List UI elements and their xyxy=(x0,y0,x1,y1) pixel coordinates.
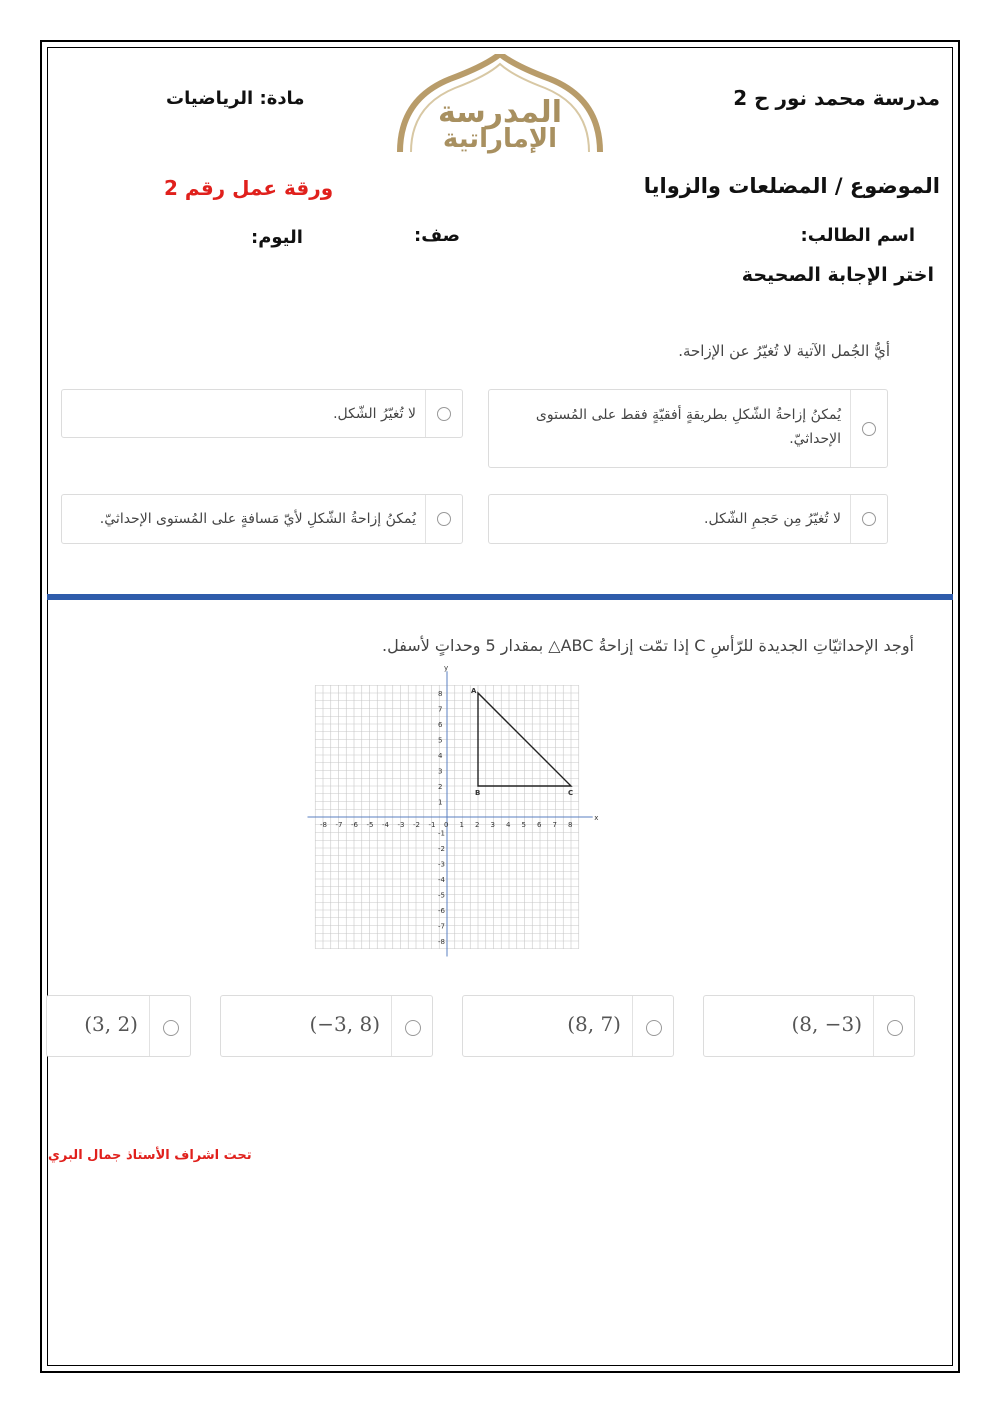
question-2-text: أوجد الإحداثيّاتِ الجديدة للرّأسِ C إذا تمّت إزاحةُ ABC△ بمقدار 5 وحداتٍ لأسفل. xyxy=(382,636,914,655)
option-value: (3, 2) xyxy=(84,1012,138,1036)
option-text: يُمكنُ إزاحةُ الشّكلِ بطريقةٍ أفقيّةٍ فقط على المُستوى الإحداثيّ. xyxy=(535,407,841,447)
y-tick-label: -2 xyxy=(438,845,445,853)
y-tick-label: 2 xyxy=(438,783,443,791)
logo-text-line2: الإماراتية xyxy=(442,124,558,154)
section-divider xyxy=(47,594,953,600)
school-logo xyxy=(395,54,605,154)
radio-button[interactable] xyxy=(405,1020,421,1036)
y-axis-label: y xyxy=(444,663,449,672)
x-tick-label: -2 xyxy=(413,821,420,829)
y-tick-label: -5 xyxy=(438,891,445,900)
y-tick-label: 5 xyxy=(438,736,443,745)
q1-option-3[interactable] xyxy=(488,494,888,544)
x-tick-label: 3 xyxy=(490,821,495,829)
coordinate-plane xyxy=(300,662,600,962)
radio-button[interactable] xyxy=(646,1020,662,1036)
option-value: (8, −3) xyxy=(791,1012,862,1036)
supervisor-note: تحت اشراف الأستاذ جمال البري xyxy=(48,1148,252,1163)
q2-option-3[interactable] xyxy=(462,995,674,1057)
x-tick-label: -7 xyxy=(335,821,343,829)
x-tick-label: 1 xyxy=(459,821,464,829)
y-tick-label: -7 xyxy=(438,922,445,931)
q1-option-2[interactable] xyxy=(61,389,463,438)
y-tick-label: -8 xyxy=(438,938,445,946)
x-tick-label: 5 xyxy=(521,821,526,829)
coordinate-graph xyxy=(300,662,600,962)
q1-option-4[interactable] xyxy=(61,494,463,544)
question-1-text: أيُّ الجُمل الآتية لا تُغيّرُ عن الإزاحة. xyxy=(678,342,890,360)
class-label: صف: xyxy=(414,225,461,246)
q2-option-2[interactable] xyxy=(220,995,433,1057)
y-tick-label: -1 xyxy=(438,829,445,838)
vertex-label-c: C xyxy=(568,789,574,797)
y-tick-label: -4 xyxy=(438,876,445,884)
y-tick-label: 4 xyxy=(438,752,443,760)
x-tick-label: -4 xyxy=(382,821,389,829)
x-tick-label: 8 xyxy=(568,821,573,829)
option-value: (−3, 8) xyxy=(309,1012,380,1036)
radio-button[interactable] xyxy=(437,407,451,421)
y-tick-label: -6 xyxy=(438,907,445,915)
option-text: يُمكنُ إزاحةُ الشّكلِ لأيّ مَسافةٍ على المُستوى الإحداثيّ. xyxy=(99,511,416,527)
subject-label: مادة: الرياضيات xyxy=(166,88,305,109)
y-tick-label: 6 xyxy=(438,721,443,729)
radio-button[interactable] xyxy=(887,1020,903,1036)
day-label: اليوم: xyxy=(251,227,303,248)
q2-option-1[interactable] xyxy=(46,995,191,1057)
vertex-label-a: A xyxy=(471,687,477,695)
x-tick-label: -3 xyxy=(397,821,405,829)
x-tick-label: 2 xyxy=(475,821,480,829)
y-tick-label: 7 xyxy=(438,705,443,714)
x-tick-label: 4 xyxy=(506,821,511,829)
option-text: لا تُغيّرُ مِن حَجمِ الشّكل. xyxy=(704,511,841,527)
y-tick-label: 1 xyxy=(438,798,443,807)
radio-button[interactable] xyxy=(862,422,876,436)
logo-text-line1: المدرسة xyxy=(438,95,562,130)
y-tick-label: 3 xyxy=(438,767,443,776)
worksheet-number: ورقة عمل رقم 2 xyxy=(164,176,334,200)
x-tick-label: -8 xyxy=(320,821,327,829)
topic-heading: الموضوع / المضلعات والزوايا xyxy=(643,174,940,198)
vertex-label-b: B xyxy=(475,789,481,797)
radio-button[interactable] xyxy=(437,512,451,526)
school-name: مدرسة محمد نور ح 2 xyxy=(733,86,940,110)
x-tick-label: 7 xyxy=(552,821,557,829)
radio-button[interactable] xyxy=(163,1020,179,1036)
x-tick-label: 0 xyxy=(444,821,449,829)
student-name-label: اسم الطالب: xyxy=(800,225,915,246)
option-value: (8, 7) xyxy=(567,1012,621,1036)
y-tick-label: 8 xyxy=(438,690,443,698)
q1-option-1[interactable] xyxy=(488,389,888,468)
option-text: لا تُغيّرُ الشّكل. xyxy=(333,406,416,422)
x-tick-label: -6 xyxy=(351,821,358,829)
y-tick-label: -3 xyxy=(438,860,445,869)
x-axis-label: x xyxy=(594,814,599,822)
x-tick-label: 6 xyxy=(537,821,542,829)
x-tick-label: -1 xyxy=(428,821,436,829)
q2-option-4[interactable] xyxy=(703,995,915,1057)
x-tick-label: -5 xyxy=(366,821,374,829)
radio-button[interactable] xyxy=(862,512,876,526)
instruction-text: اختر الإجابة الصحيحة xyxy=(741,264,934,286)
